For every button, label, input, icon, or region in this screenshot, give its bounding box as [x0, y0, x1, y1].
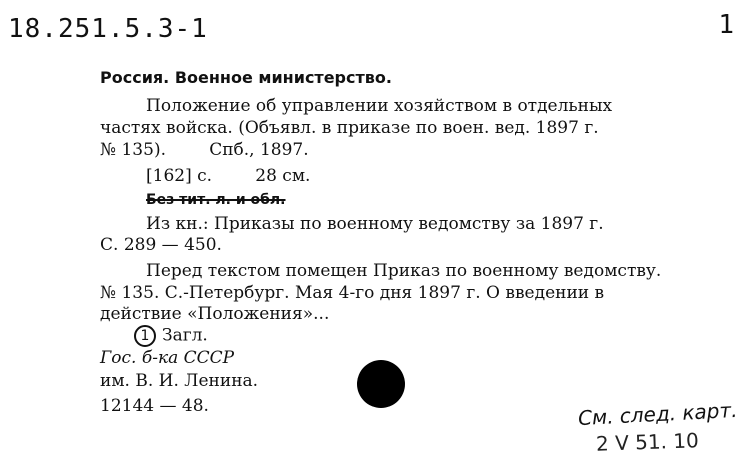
source-line: С. 289 — 450. — [100, 235, 222, 255]
handwritten-date: 2 V 51. 10 — [595, 428, 700, 456]
title-line: частях войска. (Объявл. в приказе по воен. вед. 1897 г. — [100, 118, 599, 138]
source-line: Из кн.: Приказы по военному ведомству за 1897 г. — [146, 214, 604, 234]
card-punch-hole — [357, 360, 405, 408]
card-number: 1 — [718, 10, 734, 40]
title-line: № 135). Спб., 1897. — [100, 140, 309, 160]
struck-line: Без тит. л. и обл. — [146, 192, 286, 208]
entry-label: Загл. — [162, 325, 208, 346]
note-line: действие «Положения»... — [100, 304, 330, 324]
library-line: им. В. И. Ленина. — [100, 371, 259, 391]
title-entry — [134, 325, 208, 347]
library-line: Гос. б-ка СССР — [100, 348, 235, 368]
note-line: № 135. С.-Петербург. Мая 4-го дня 1897 г. О введении в — [100, 283, 605, 303]
heading: Россия. Военное министерство. — [100, 68, 392, 87]
shelfmark: 18.251.5.3-1 — [8, 14, 208, 44]
handwritten-note: См. след. карт. — [577, 397, 738, 431]
circled-number: 1 — [134, 325, 156, 347]
collation: [162] с. 28 см. — [146, 166, 311, 186]
title-line: Положение об управлении хозяйством в отдельных — [146, 96, 613, 116]
note-line: Перед текстом помещен Приказ по военному ведомству. — [146, 261, 662, 281]
library-line: 12144 — 48. — [100, 396, 209, 416]
